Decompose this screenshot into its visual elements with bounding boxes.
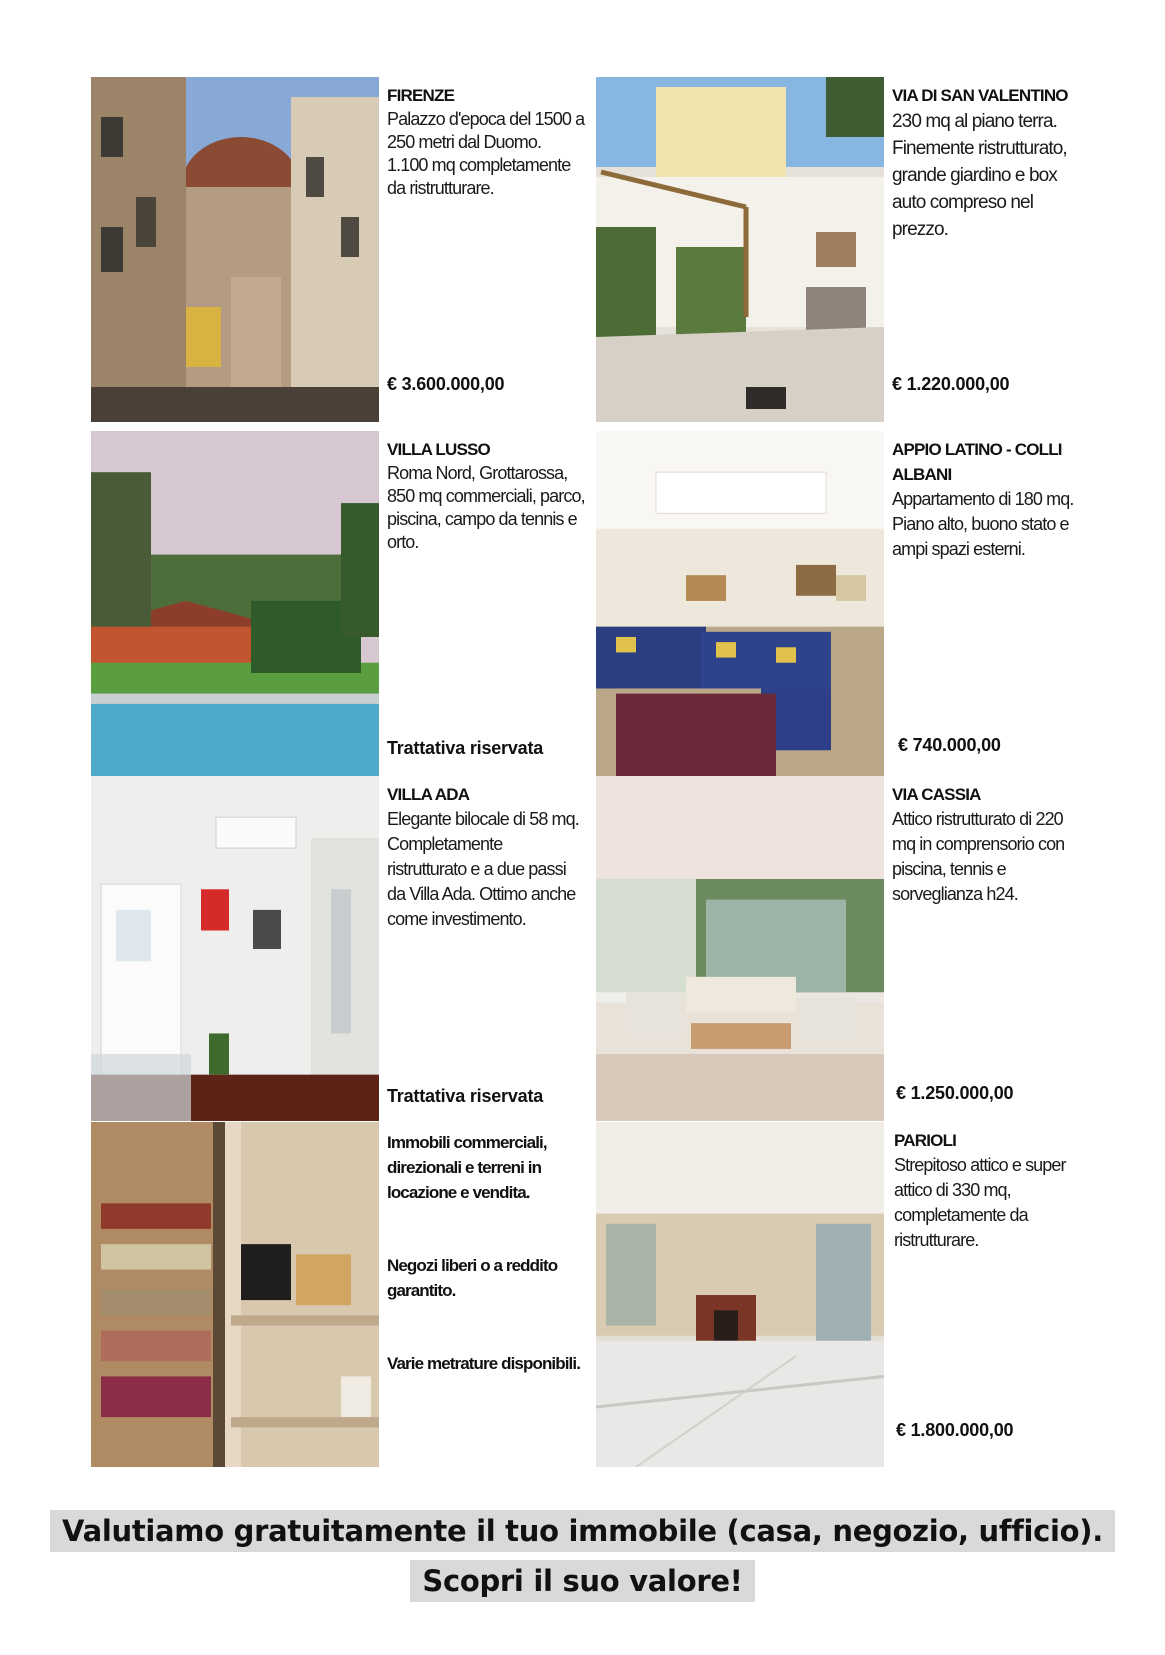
listing-villa-lusso[interactable] xyxy=(91,431,586,776)
listing-description: Elegante bilocale di 58 mq. Completamente ristrutturato e a due passi da Villa Ada. Ottimo anche come investimento. xyxy=(387,809,579,929)
listing-via-di-san-valentino[interactable] xyxy=(596,77,1091,422)
listing-price: € 3.600.000,00 xyxy=(387,374,505,394)
photo-boutique-shelves xyxy=(91,1122,379,1467)
photo-courtyard-garden xyxy=(596,77,884,422)
listing-description: 1.100 mq completamente da ristrutturare. xyxy=(387,155,571,198)
listing-title: VIA CASSIA xyxy=(892,785,981,804)
listing-description: Strepitoso attico e super attico di 330 mq, completamente da ristrutturare. xyxy=(894,1155,1066,1250)
listing-title: VILLA LUSSO xyxy=(387,440,490,459)
listing-price: € 1.220.000,00 xyxy=(892,374,1010,394)
photo-living-room-blue-sofa xyxy=(596,431,884,776)
listing-description: Appartamento di 180 mq. Piano alto, buono stato e ampi spazi esterni. xyxy=(892,489,1074,559)
listing-description: Palazzo d'epoca del 1500 a 250 metri dal Duomo. xyxy=(387,109,585,152)
listing-price: € 1.800.000,00 xyxy=(896,1420,1014,1440)
listing-price: € 1.250.000,00 xyxy=(896,1083,1014,1103)
photo-white-apartment xyxy=(91,776,379,1121)
listing-line: Negozi liberi o a reddito garantito. xyxy=(387,1256,558,1300)
listing-title: VIA DI SAN VALENTINO xyxy=(892,86,1068,105)
listing-villa-ada[interactable] xyxy=(91,776,586,1121)
cta-line-2 xyxy=(0,1560,1165,1602)
cta-line-1 xyxy=(0,1510,1165,1552)
photo-florence-street-duomo xyxy=(91,77,379,422)
listing-price: Trattativa riservata xyxy=(387,738,544,758)
cta-text: Scopri il suo valore! xyxy=(410,1560,754,1602)
listing-commercial-properties[interactable] xyxy=(91,1122,586,1467)
listing-appio-latino[interactable] xyxy=(596,431,1091,776)
cta-text: Valutiamo gratuitamente il tuo immobile (casa, negozio, ufficio). xyxy=(50,1510,1115,1552)
listing-price: € 740.000,00 xyxy=(898,735,1001,755)
listing-line: Immobili commerciali, direzionali e terreni in locazione e vendita. xyxy=(387,1133,547,1202)
listing-via-cassia[interactable] xyxy=(596,776,1091,1121)
listing-description: Attico ristrutturato di 220 mq in comprensorio con piscina, tennis e sorveglianza h24. xyxy=(892,809,1065,904)
listing-title: PARIOLI xyxy=(894,1131,957,1150)
listing-title: VILLA ADA xyxy=(387,785,470,804)
listing-line: Varie metrature disponibili. xyxy=(387,1354,581,1373)
photo-villa-pool xyxy=(91,431,379,776)
listing-firenze[interactable] xyxy=(91,77,586,422)
listing-price: Trattativa riservata xyxy=(387,1086,544,1106)
listing-title: FIRENZE xyxy=(387,86,455,105)
listing-description: Roma Nord, Grottarossa, 850 mq commerciali, parco, piscina, campo da tennis e orto. xyxy=(387,463,585,552)
photo-empty-room-marble xyxy=(596,1122,884,1467)
listing-parioli[interactable] xyxy=(596,1122,1091,1467)
listing-description: 230 mq al piano terra. Finemente ristrutturato, grande giardino e box auto compreso nel prezzo. xyxy=(892,111,1067,240)
photo-veranda-lounge xyxy=(596,776,884,1121)
listing-title: APPIO LATINO - COLLI ALBANI xyxy=(892,440,1062,484)
